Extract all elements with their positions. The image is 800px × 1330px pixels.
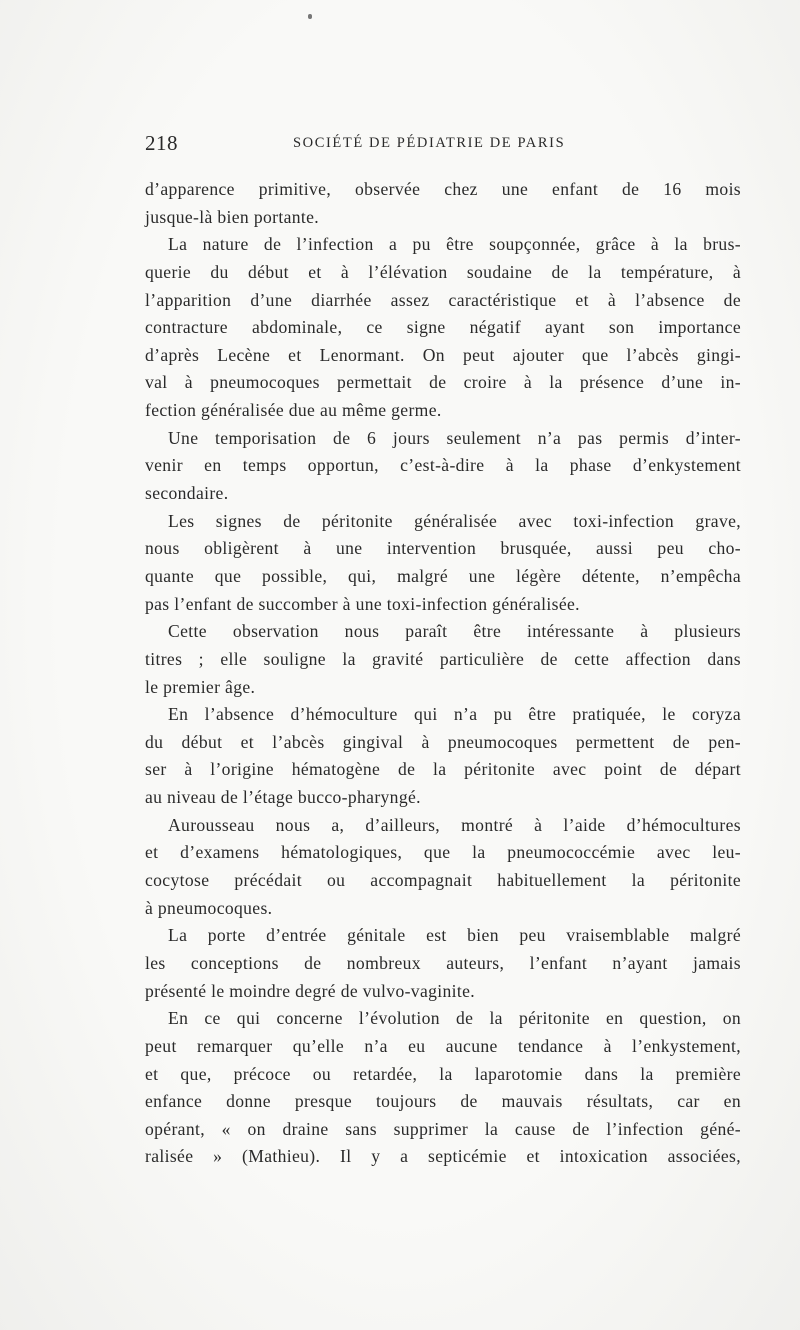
text-line: val à pneumocoques permettait de croire à la présence d’une in- (145, 372, 741, 393)
text-line: au niveau de l’étage bucco-pharyngé. (145, 787, 421, 808)
text-line: le premier âge. (145, 676, 256, 697)
text-line: et que, précoce ou retardée, la laparotomie dans la première (145, 1063, 741, 1084)
text-line: secondaire. (145, 483, 229, 504)
text-line: du début et l’abcès gingival à pneumocoques permettent de pen- (145, 731, 741, 752)
text-line: enfance donne presque toujours de mauvais résultats, car en (145, 1091, 741, 1112)
text-line: ralisée » (Mathieu). Il y a septicémie et intoxication associées, (145, 1146, 741, 1167)
text-line: peut remarquer qu’elle n’a eu aucune tendance à l’enkystement, (145, 1035, 741, 1056)
text-line: à pneumocoques. (145, 897, 273, 918)
text-line: En l’absence d’hémoculture qui n’a pu être pratiquée, le coryza (168, 704, 741, 725)
text-line: En ce qui concerne l’évolution de la péritonite en question, on (168, 1008, 741, 1029)
text-line: titres ; elle souligne la gravité particulière de cette affection dans (145, 648, 741, 669)
text-line: fection généralisée due au même germe. (145, 400, 442, 421)
page-header (145, 131, 741, 159)
text-line: cocytose précédait ou accompagnait habituellement la péritonite (145, 870, 741, 891)
text-line: présenté le moindre degré de vulvo-vaginite. (145, 980, 476, 1001)
ink-speck (308, 14, 312, 19)
body-text (145, 176, 741, 1171)
running-title: SOCIÉTÉ DE PÉDIATRIE DE PARIS (293, 135, 566, 151)
text-line: jusque-là bien portante. (145, 206, 320, 227)
text-line: nous obligèrent à une intervention brusquée, aussi peu cho- (145, 538, 741, 559)
text-line: Cette observation nous paraît être intéressante à plusieurs (168, 621, 741, 642)
text-line: querie du début et à l’élévation soudaine de la température, à (145, 261, 741, 282)
text-line: Aurousseau nous a, d’ailleurs, montré à l’aide d’hémocultures (168, 814, 741, 835)
text-line: venir en temps opportun, c’est-à-dire à la phase d’enkystement (145, 455, 741, 476)
text-line: contracture abdominale, ce signe négatif ayant son importance (145, 317, 741, 338)
text-line: pas l’enfant de succomber à une toxi-infection généralisée. (145, 593, 580, 614)
text-line: La nature de l’infection a pu être soupçonnée, grâce à la brus- (168, 234, 741, 255)
text-line: ser à l’origine hématogène de la péritonite avec point de départ (145, 759, 741, 780)
text-line: quante que possible, qui, malgré une légère détente, n’empêcha (145, 565, 741, 586)
text-line: La porte d’entrée génitale est bien peu vraisemblable malgré (168, 925, 741, 946)
text-line: et d’examens hématologiques, que la pneumococcémie avec leu- (145, 842, 741, 863)
text-line: les conceptions de nombreux auteurs, l’enfant n’ayant jamais (145, 952, 741, 973)
text-line: Une temporisation de 6 jours seulement n’a pas permis d’inter- (168, 427, 741, 448)
text-line: opérant, « on draine sans supprimer la cause de l’infection géné- (145, 1118, 741, 1139)
text-line: l’apparition d’une diarrhée assez caractéristique et à l’absence de (145, 289, 741, 310)
page-number: 218 (145, 131, 178, 155)
text-line: d’apparence primitive, observée chez une enfant de 16 mois (145, 179, 741, 199)
text-line: d’après Lecène et Lenormant. On peut ajouter que l’abcès gingi- (145, 344, 741, 365)
text-line: Les signes de péritonite généralisée avec toxi-infection grave, (168, 510, 741, 531)
